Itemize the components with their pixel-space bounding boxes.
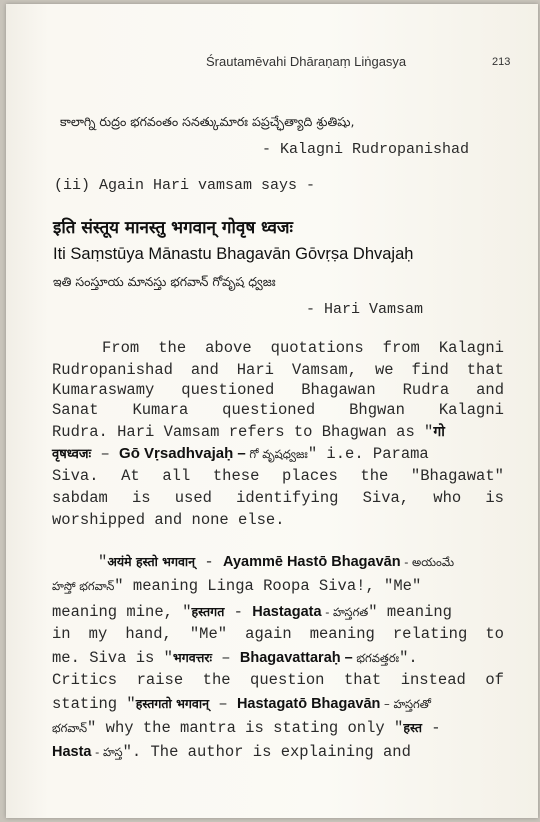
verse-transliteration: Iti Saṃstūya Mānastu Bhagavān Gōvṛṣa Dhvajaḥ [53, 245, 414, 263]
telugu-verse-1: కాలాగ్ని రుద్రం భగవంతం సనత్కుమారః పప్రచ్ఛేత్యాది శ్రుతిషు, [60, 114, 355, 129]
paragraph-2-line-5: me. Siva is "भगवत्तरः – Bhagavattaraḥ – భగవత్తరః". [52, 649, 418, 667]
paragraph-1-line-8: sabdam is used identifying Siva, who is [52, 489, 504, 507]
telugu-verse-2: ఇతి సంస్తూయ మానస్తు భగవాన్ గోవృష ధ్వజః [53, 274, 276, 289]
book-page [6, 4, 538, 818]
paragraph-1-line-4: Sanat Kumara questioned Bhgwan Kalagni [52, 401, 504, 419]
paragraph-2-line-4: in my hand, "Me" again meaning relating to [52, 625, 504, 643]
paragraph-2-line-7: stating "हस्तगतो भगवान् – Hastagatō Bhagavān – హస్తగతో [52, 695, 431, 713]
paragraph-1-line-1: From the above quotations from Kalagni [102, 339, 504, 357]
paragraph-1-line-2: Rudropanishad and Hari Vamsam, we find that [52, 361, 504, 379]
paragraph-2-line-6: Critics raise the question that instead of [52, 671, 504, 689]
paragraph-1-line-9: worshipped and none else. [52, 511, 285, 529]
paragraph-1-line-3: Kumaraswamy questioned Bhagawan Rudra and [52, 381, 504, 399]
running-header: Śrautamēvahi Dhāraṇaṃ Liṅgasya [206, 54, 407, 69]
paragraph-1-line-5: Rudra. Hari Vamsam refers to Bhagwan as "गो [52, 423, 445, 441]
quote-source-2: - Hari Vamsam [306, 301, 424, 318]
paragraph-2-line-1: "अयंमे हस्तो भगवान् - Ayammē Hastō Bhagavān - అయంమే [98, 553, 455, 571]
quote-source-1: - Kalagni Rudropanishad [262, 141, 470, 158]
section-intro: (ii) Again Hari vamsam says - [54, 177, 316, 194]
paragraph-2-line-9: Hasta - హస్త". The author is explaining and [52, 743, 411, 761]
devanagari-verse: इति संस्तूय मानस्तु भगवान् गोवृष ध्वजः [53, 218, 293, 238]
paragraph-2-line-8: భగవాన్" why the mantra is stating only "हस्त - [52, 719, 441, 737]
paragraph-1-line-6: वृषध्वजः – Gō Vṛsadhvajaḥ – గో వృషధ్వజః" i.e. Parama [52, 445, 429, 463]
page-number: 213 [492, 56, 511, 68]
paragraph-1-line-7: Siva. At all these places the "Bhagawat" [52, 467, 504, 485]
paragraph-2-line-2: హస్తో భగవాన్" meaning Linga Roopa Siva!, "Me" [52, 577, 422, 595]
paragraph-2-line-3: meaning mine, "हस्तगत - Hastagata - హస్తగత" meaning [52, 603, 452, 621]
